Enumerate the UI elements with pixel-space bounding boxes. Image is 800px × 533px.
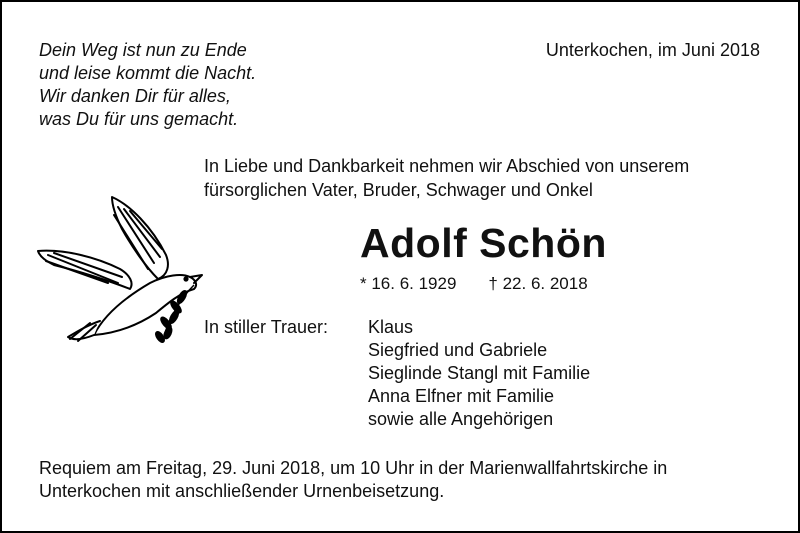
poem xyxy=(39,39,256,131)
mourners-list xyxy=(368,316,590,431)
dove-with-olive-branch-icon xyxy=(34,185,206,345)
poem-line: was Du für uns gemacht. xyxy=(39,109,239,129)
intro-text xyxy=(204,154,689,202)
intro-line: In Liebe und Dankbarkeit nehmen wir Abschied von unserem xyxy=(204,156,690,176)
mourner: Klaus xyxy=(368,317,414,337)
mourner: sowie alle Angehörigen xyxy=(368,409,554,429)
death-date: † 22. 6. 2018 xyxy=(488,274,588,293)
life-dates xyxy=(360,273,588,295)
birth-date: * 16. 6. 1929 xyxy=(360,274,457,293)
requiem-line: Unterkochen mit anschließender Urnenbeisetzung. xyxy=(39,481,445,501)
deceased-name: Adolf Schön xyxy=(360,220,607,266)
poem-line: Dein Weg ist nun zu Ende xyxy=(39,40,247,60)
poem-line: Wir danken Dir für alles, xyxy=(39,86,231,106)
requiem-line: Requiem am Freitag, 29. Juni 2018, um 10 Uhr in der Marienwallfahrtskirche in xyxy=(39,458,668,478)
mourner: Sieglinde Stangl mit Familie xyxy=(368,363,591,383)
intro-line: fürsorglichen Vater, Bruder, Schwager und Onkel xyxy=(204,180,593,200)
place-date: Unterkochen, im Juni 2018 xyxy=(545,40,760,60)
mourner: Anna Elfner mit Familie xyxy=(368,386,555,406)
mourning-label: In stiller Trauer: xyxy=(204,317,329,337)
mourner: Siegfried und Gabriele xyxy=(368,340,548,360)
poem-line: und leise kommt die Nacht. xyxy=(39,63,257,83)
requiem-info xyxy=(39,457,667,503)
